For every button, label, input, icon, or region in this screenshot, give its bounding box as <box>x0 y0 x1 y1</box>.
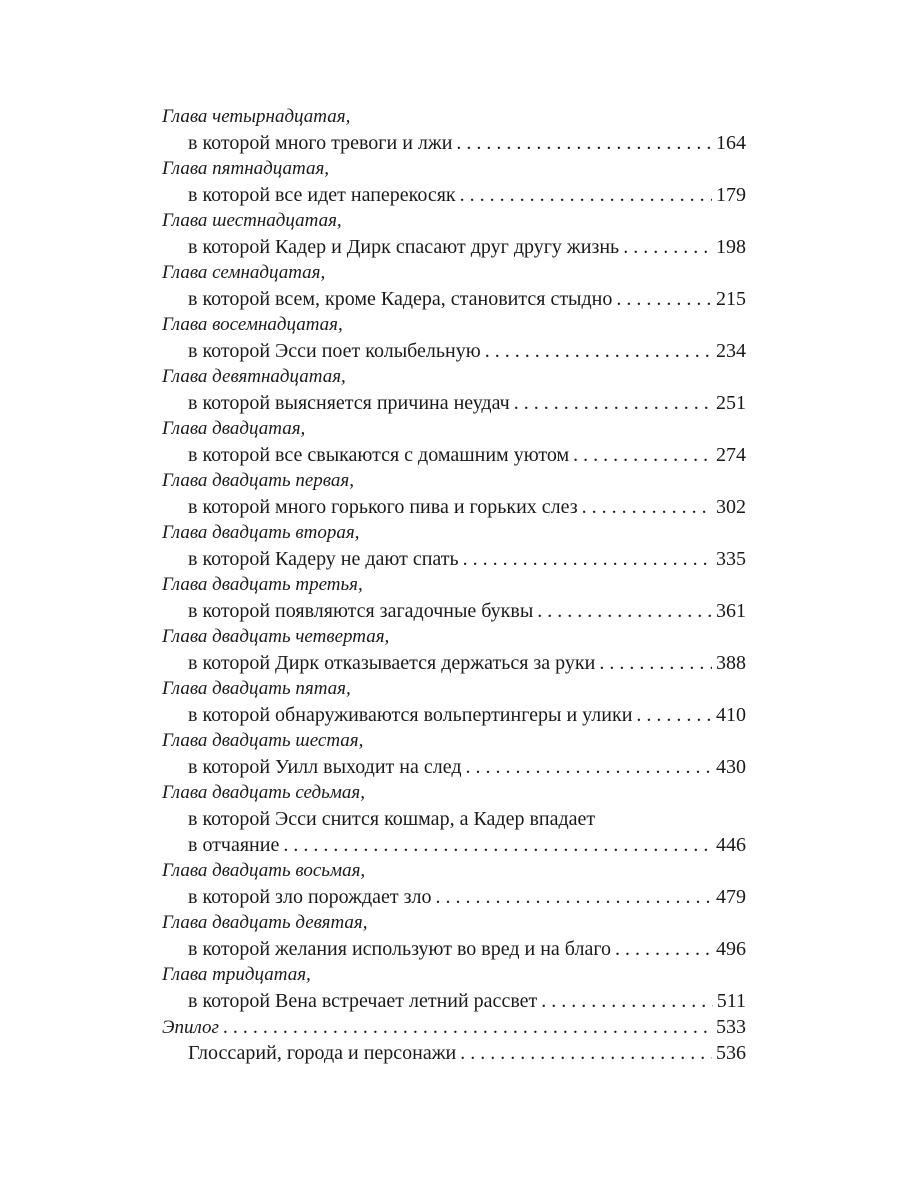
chapter-title: в которой все свыкаются с домашним уютом <box>188 444 570 466</box>
page-number: 536 <box>716 1042 746 1064</box>
page-number: 274 <box>716 444 746 466</box>
chapter-heading: Глава четырнадцатая, <box>162 106 351 127</box>
chapter-line <box>162 832 746 858</box>
toc-entry-chapter-30[interactable] <box>162 962 746 1014</box>
chapter-heading: Глава двадцать шестая, <box>162 730 364 751</box>
dot-leader <box>456 130 712 156</box>
dot-leader <box>623 234 712 260</box>
dot-leader <box>460 1040 712 1066</box>
chapter-heading: Глава двадцать первая, <box>162 470 355 491</box>
chapter-title: в которой все идет наперекосяк <box>188 184 456 206</box>
page-number: 511 <box>716 990 746 1012</box>
chapter-line <box>162 650 746 676</box>
dot-leader <box>463 546 712 572</box>
glossary-title: Глоссарий, города и персонажи <box>188 1042 457 1064</box>
chapter-line <box>162 988 746 1014</box>
page-number: 234 <box>716 340 746 362</box>
page-number: 215 <box>716 288 746 310</box>
page-number: 302 <box>716 496 746 518</box>
dot-leader <box>537 598 712 624</box>
chapter-title: в которой выясняется причина неудач <box>188 392 510 414</box>
chapter-line <box>162 130 746 156</box>
chapter-title: в которой желания используют во вред и на благо <box>188 938 612 960</box>
toc-entry-chapter-29[interactable] <box>162 910 746 962</box>
chapter-line <box>162 182 746 208</box>
dot-leader <box>573 442 712 468</box>
toc-entry-chapter-20[interactable] <box>162 416 746 468</box>
chapter-heading: Глава двадцать девятая, <box>162 912 368 933</box>
chapter-line <box>162 702 746 728</box>
page-number: 446 <box>716 834 746 856</box>
dot-leader <box>223 1014 712 1040</box>
chapter-line <box>162 546 746 572</box>
table-of-contents <box>162 104 746 1066</box>
toc-entry-chapter-18[interactable] <box>162 312 746 364</box>
dot-leader <box>514 390 712 416</box>
chapter-line <box>162 234 746 260</box>
chapter-title: в которой Вена встречает летний рассвет <box>188 990 538 1012</box>
page-number: 479 <box>716 886 746 908</box>
chapter-heading: Глава двадцать третья, <box>162 574 363 595</box>
chapter-title: в которой много горького пива и горьких слез <box>188 496 578 518</box>
chapter-line <box>162 936 746 962</box>
chapter-title: в которой Дирк отказывается держаться за руки <box>188 652 596 674</box>
toc-entry-chapter-27[interactable] <box>162 780 746 858</box>
dot-leader <box>616 286 712 312</box>
chapter-heading: Глава шестнадцатая, <box>162 210 342 231</box>
chapter-title: в которой Кадер и Дирк спасают друг другу жизнь <box>188 236 620 258</box>
chapter-heading: Глава семнадцатая, <box>162 262 326 283</box>
chapter-title-line-2: в отчаяние <box>188 834 280 856</box>
chapter-heading: Глава пятнадцатая, <box>162 158 330 179</box>
epilogue-title: Эпилог <box>162 1017 219 1038</box>
dot-leader <box>466 754 712 780</box>
toc-entry-chapter-19[interactable] <box>162 364 746 416</box>
toc-entry-chapter-28[interactable] <box>162 858 746 910</box>
toc-entry-chapter-17[interactable] <box>162 260 746 312</box>
chapter-heading: Глава двадцать четвертая, <box>162 626 390 647</box>
dot-leader <box>436 884 712 910</box>
chapter-line <box>162 338 746 364</box>
page-number: 179 <box>716 184 746 206</box>
chapter-title: в которой Эсси поет колыбельную <box>188 340 481 362</box>
dot-leader <box>460 182 712 208</box>
toc-entry-chapter-15[interactable] <box>162 156 746 208</box>
dot-leader <box>615 936 712 962</box>
toc-entry-chapter-21[interactable] <box>162 468 746 520</box>
chapter-title-line-1: в которой Эсси снится кошмар, а Кадер впадает <box>188 808 596 830</box>
chapter-heading: Глава восемнадцатая, <box>162 314 343 335</box>
page-number: 164 <box>716 132 746 154</box>
page-number: 198 <box>716 236 746 258</box>
toc-entry-chapter-24[interactable] <box>162 624 746 676</box>
dot-leader <box>283 832 712 858</box>
page-number: 335 <box>716 548 746 570</box>
page-number: 430 <box>716 756 746 778</box>
chapter-heading: Глава тридцатая, <box>162 964 311 985</box>
dot-leader <box>541 988 712 1014</box>
chapter-line <box>162 754 746 780</box>
chapter-heading: Глава двадцать седьмая, <box>162 782 365 803</box>
chapter-title: в которой Кадеру не дают спать <box>188 548 459 570</box>
page-number: 496 <box>716 938 746 960</box>
toc-entry-chapter-16[interactable] <box>162 208 746 260</box>
toc-entry-chapter-23[interactable] <box>162 572 746 624</box>
chapter-heading: Глава двадцать пятая, <box>162 678 351 699</box>
chapter-line <box>162 286 746 312</box>
chapter-title: в которой обнаруживаются вольпертингеры и улики <box>188 704 633 726</box>
dot-leader <box>582 494 712 520</box>
chapter-heading: Глава девятнадцатая, <box>162 366 346 387</box>
toc-entry-epilogue[interactable] <box>162 1014 746 1040</box>
page-number: 533 <box>716 1016 746 1038</box>
toc-entry-glossary[interactable] <box>162 1040 746 1066</box>
page-number: 388 <box>716 652 746 674</box>
chapter-heading: Глава двадцатая, <box>162 418 306 439</box>
dot-leader <box>599 650 712 676</box>
chapter-line <box>162 494 746 520</box>
chapter-title: в которой появляются загадочные буквы <box>188 600 534 622</box>
dot-leader <box>485 338 712 364</box>
page-number: 361 <box>716 600 746 622</box>
chapter-heading: Глава двадцать восьмая, <box>162 860 366 881</box>
toc-entry-chapter-26[interactable] <box>162 728 746 780</box>
chapter-title: в которой всем, кроме Кадера, становится стыдно <box>188 288 613 310</box>
chapter-heading: Глава двадцать вторая, <box>162 522 360 543</box>
chapter-title: в которой Уилл выходит на след <box>188 756 462 778</box>
page-number: 251 <box>716 392 746 414</box>
chapter-title: в которой много тревоги и лжи <box>188 132 453 154</box>
page-number: 410 <box>716 704 746 726</box>
chapter-line <box>162 442 746 468</box>
toc-entry-chapter-14[interactable] <box>162 104 746 156</box>
chapter-line <box>162 598 746 624</box>
toc-entry-chapter-25[interactable] <box>162 676 746 728</box>
chapter-line <box>162 390 746 416</box>
chapter-title: в которой зло порождает зло <box>188 886 432 908</box>
chapter-line <box>162 884 746 910</box>
dot-leader <box>636 702 712 728</box>
toc-entry-chapter-22[interactable] <box>162 520 746 572</box>
